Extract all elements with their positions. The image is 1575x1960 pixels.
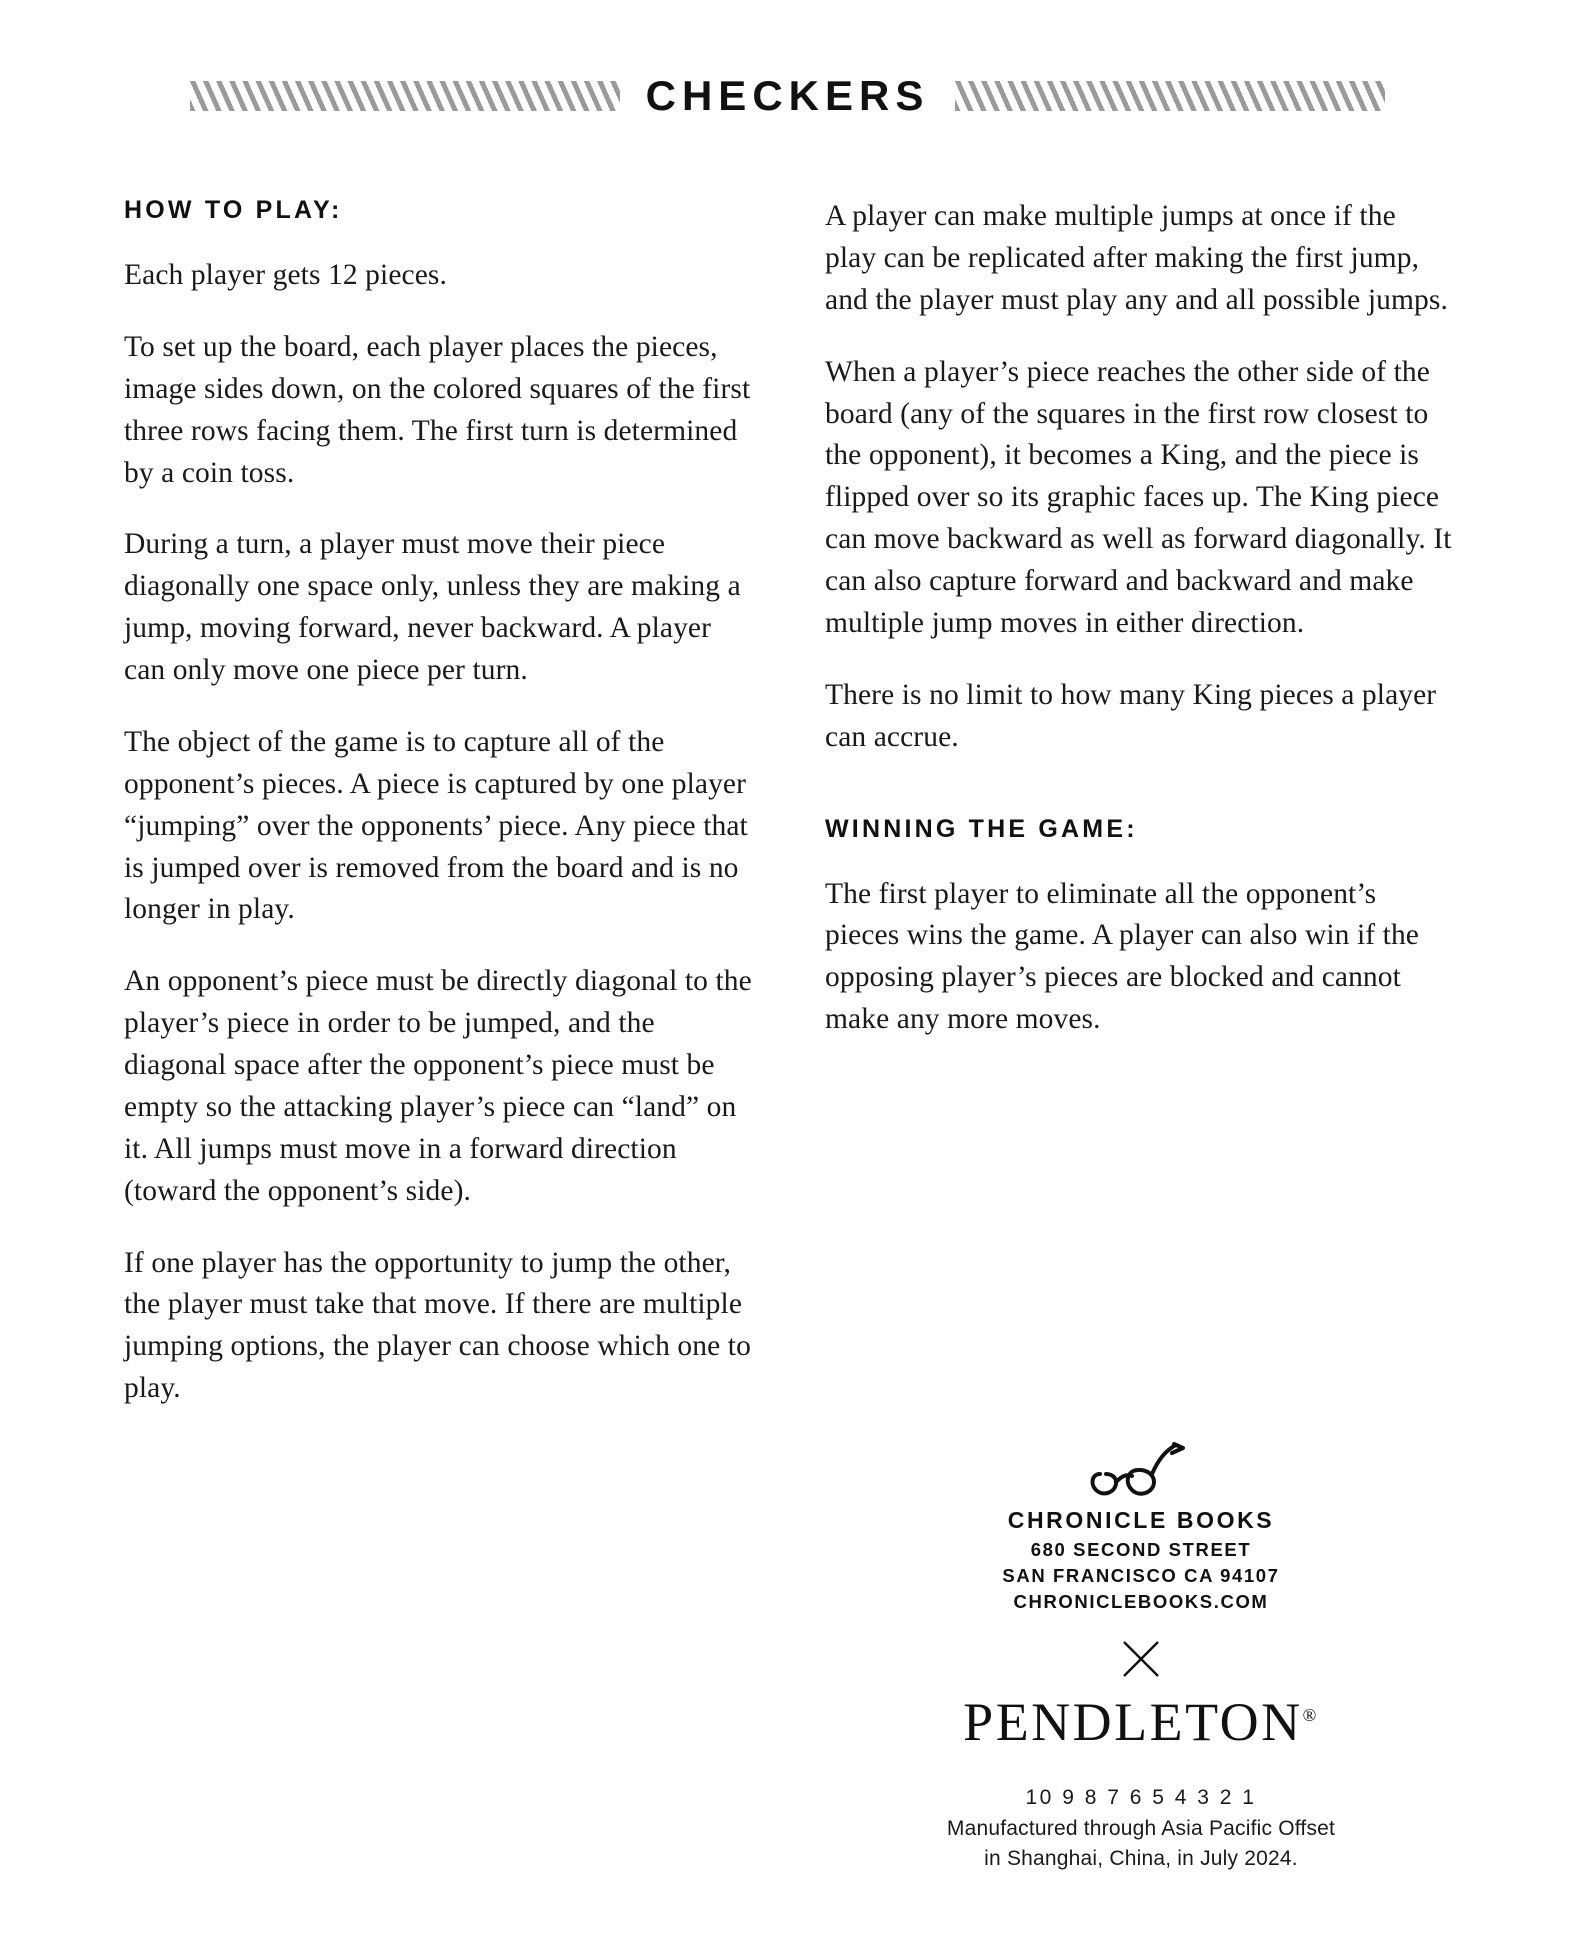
paragraph: A player can make multiple jumps at once if the play can be replicated after making the first jump, and the player must play any and all possible jumps. bbox=[825, 200, 1448, 316]
x-cross-icon bbox=[826, 1637, 1456, 1681]
right-column bbox=[825, 196, 1454, 1410]
hatch-rule-right-icon bbox=[955, 81, 1385, 111]
left-column bbox=[124, 196, 753, 1410]
how-to-play-heading: HOW TO PLAY: bbox=[124, 196, 343, 224]
paragraph: When a player’s piece reaches the other side of the board (any of the squares in the first row closest to the opponent), it becomes a King, and the piece is flipped over so its graphic faces up. The King piece can move backward as well as forward diagonally. It can also capture forward and backward and make multiple jump moves in either direction. bbox=[825, 355, 1452, 639]
print-info bbox=[826, 1783, 1456, 1874]
paragraph: If one player has the opportunity to jump the other, the player must take that move. If there are multiple jumping options, the player can choose which one to play. bbox=[124, 1246, 751, 1405]
publisher-website: CHRONICLEBOOKS.COM bbox=[1013, 1591, 1269, 1613]
paragraph: During a turn, a player must move their piece diagonally one space only, unless they are making a jump, moving forward, never backward. A player can only move one piece per turn. bbox=[124, 528, 741, 686]
page-title: CHECKERS bbox=[645, 72, 930, 119]
paragraph: The object of the game is to capture all of the opponent’s pieces. A piece is captured by one player “jumping” over the opponents’ piece. Any piece that is jumped over is removed from the board and is no longer in play. bbox=[124, 725, 748, 926]
partner-name: PENDLETON bbox=[963, 1692, 1303, 1753]
content-columns bbox=[124, 196, 1454, 1410]
publisher-block bbox=[826, 1504, 1456, 1615]
publisher-name: CHRONICLE BOOKS bbox=[1007, 1507, 1275, 1533]
publisher-address-line-1: 680 SECOND STREET bbox=[1030, 1538, 1252, 1560]
colophon bbox=[826, 1438, 1456, 1875]
print-run-numbers: 10 9 8 7 6 5 4 3 2 1 bbox=[1025, 1786, 1257, 1810]
partner-logo bbox=[826, 1691, 1456, 1753]
paragraph: There is no limit to how many King pieces a player can accrue. bbox=[825, 678, 1437, 753]
publisher-address-line-2: SAN FRANCISCO CA 94107 bbox=[1002, 1564, 1280, 1586]
hatch-rule-left-icon bbox=[190, 81, 620, 111]
glasses-logo-icon bbox=[826, 1438, 1456, 1504]
winning-the-game-heading: WINNING THE GAME: bbox=[825, 814, 1138, 843]
paragraph: An opponent’s piece must be directly diagonal to the player’s piece in order to be jumped, and the diagonal space after the opponent’s piece must be empty so the attacking player’s piece can “land” on it. All jumps must move in a forward direction (toward the opponent’s side). bbox=[124, 965, 752, 1207]
registered-mark: ® bbox=[1302, 1705, 1319, 1726]
paragraph: Each player gets 12 pieces. bbox=[124, 259, 447, 291]
paragraph: The first player to eliminate all the opponent’s pieces wins the game. A player can also win if the opposing player’s pieces are blocked and cannot make any more moves. bbox=[825, 877, 1420, 1036]
manufacturing-line-2: in Shanghai, China, in July 2024. bbox=[984, 1847, 1298, 1871]
manufacturing-line-1: Manufactured through Asia Pacific Offset bbox=[946, 1816, 1336, 1840]
page-header bbox=[0, 72, 1575, 120]
paragraph: To set up the board, each player places the pieces, image sides down, on the colored squares of the first three rows facing them. The first turn is determined by a coin toss. bbox=[124, 330, 751, 489]
